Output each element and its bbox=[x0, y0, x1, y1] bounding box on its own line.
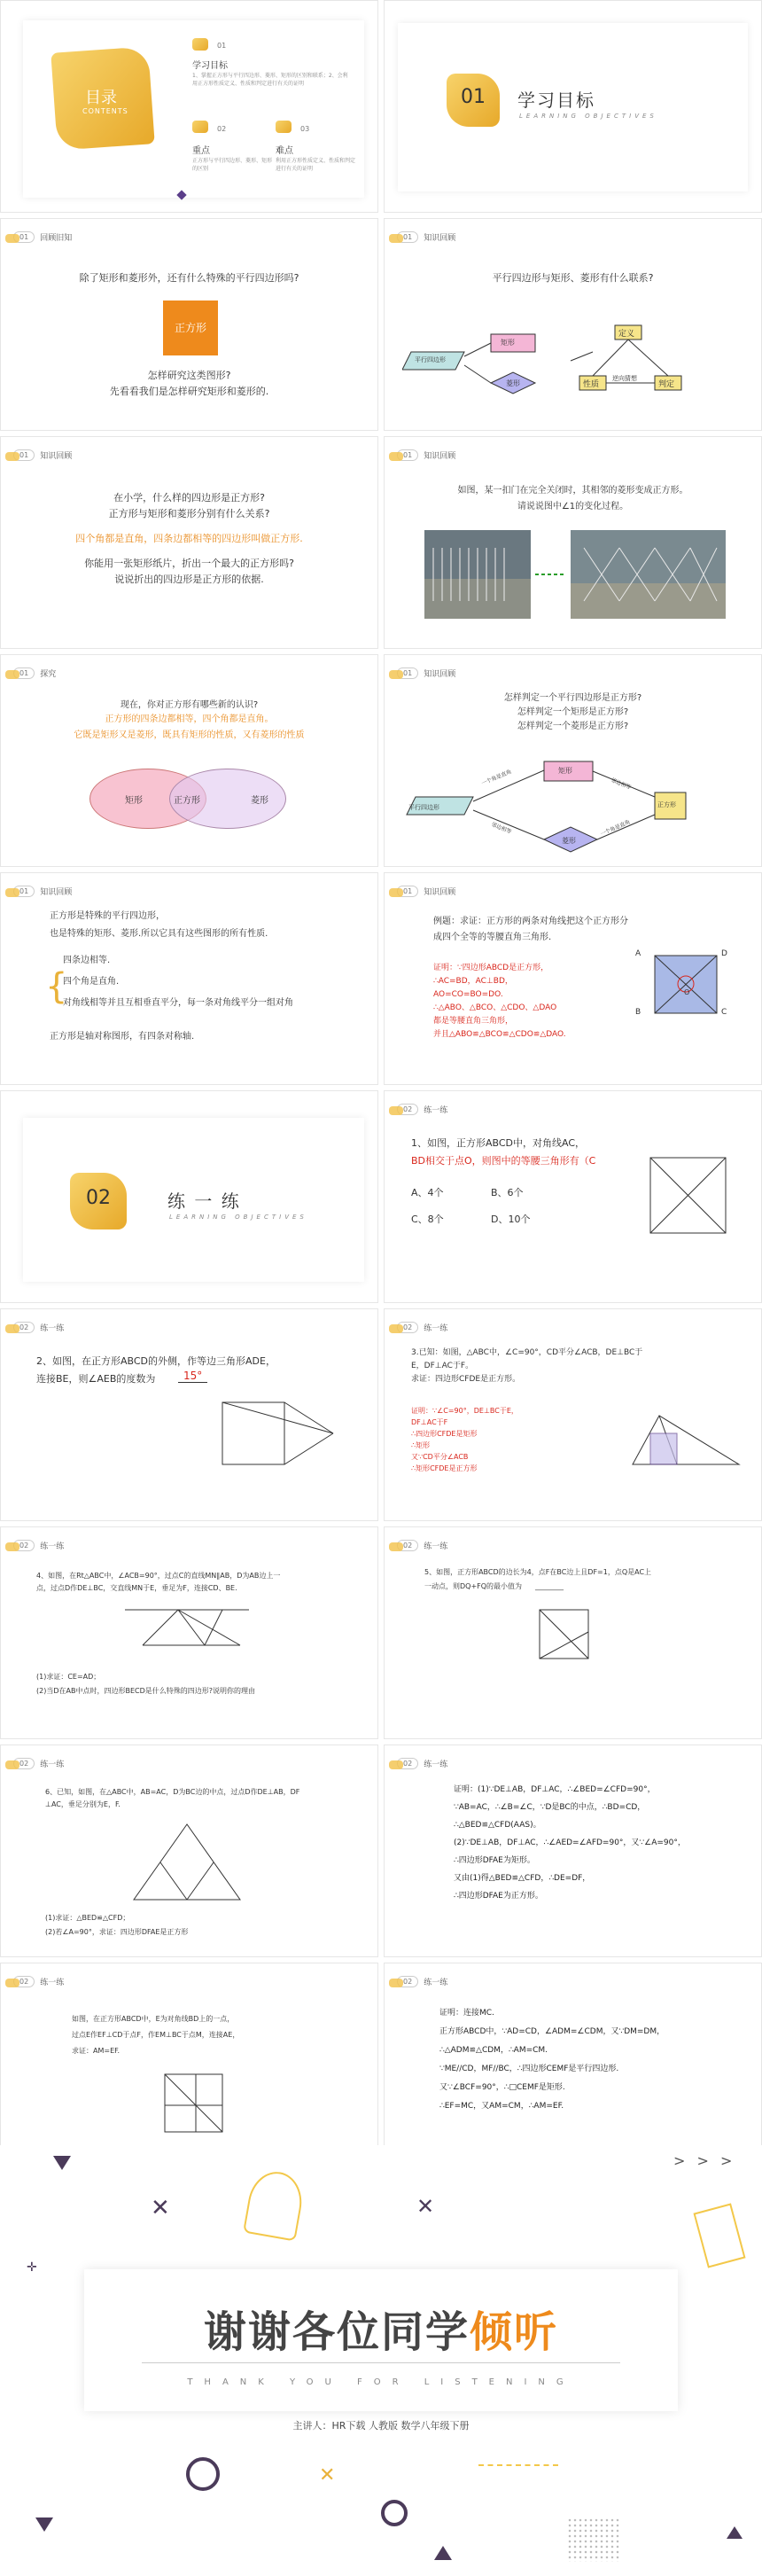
question-line: 一动点，则DQ+FQ的最小值为 bbox=[424, 1582, 523, 1590]
slide-exercise-1 bbox=[384, 1090, 762, 1303]
part-2: (2)若∠A=90°，求证：四边形DFAE是正方形 bbox=[45, 1928, 189, 1936]
text-line: 你能用一张矩形纸片，折出一个最大的正方形吗? bbox=[84, 558, 294, 569]
section-en: LEARNING OBJECTIVES bbox=[169, 1214, 307, 1221]
proof-block: 证明：∵∠C=90°，DE⊥BC于E， DF⊥AC于F ∴四边形CFDE是矩形 ∴矩形 又∵CD平分∠ACB ∴矩形CFDE是正方形 bbox=[411, 1407, 518, 1472]
thanks-title-main: 谢谢各位同学 bbox=[203, 2307, 470, 2357]
inverse-label: 逆向猜想 bbox=[612, 375, 637, 382]
edge-label: 邻边相等 bbox=[610, 777, 633, 792]
slide-tag: 01 知识回顾 bbox=[13, 449, 72, 461]
triangle-icon bbox=[53, 2156, 71, 2170]
square-label: 正方形 bbox=[174, 796, 200, 806]
section-number: 01 bbox=[461, 86, 486, 108]
text-line: 也是特殊的矩形、菱形.所以它具有这些图形的所有性质. bbox=[50, 929, 268, 939]
question-text: 平行四边形与矩形、菱形有什么联系? bbox=[492, 272, 654, 284]
definition-label: 定义 bbox=[618, 330, 635, 339]
text-line: 先看看我们是怎样研究矩形和菱形的. bbox=[109, 386, 269, 397]
vertex-label: A bbox=[635, 949, 641, 958]
slide-tag: 02 练一练 bbox=[397, 1758, 447, 1769]
slide-tag: 02 练一练 bbox=[397, 1540, 447, 1551]
section-title: 练 一 练 bbox=[167, 1190, 241, 1212]
text-line: 怎样判定一个平行四边形是正方形? bbox=[503, 693, 642, 703]
judgement-label: 判定 bbox=[658, 380, 675, 389]
vertex-label: D bbox=[721, 949, 727, 958]
presenter-line: 主讲人：HR下载 人教版 数学八年级下册 bbox=[292, 2420, 470, 2432]
option-a: A、4个 bbox=[411, 1187, 444, 1198]
highlight-line: 正方形的四条边都相等，四个角都是直角。 bbox=[105, 714, 274, 724]
edge-label: 一个角是直角 bbox=[599, 818, 632, 838]
triangle-icon bbox=[727, 2526, 743, 2539]
text-line: 例题：求证：正方形的两条对角线把这个正方形分 bbox=[433, 917, 628, 926]
slide-tag: 01 回顾旧知 bbox=[13, 231, 72, 243]
highlight-line: 它既是矩形又是菱形，既具有矩形的性质，又有菱形的性质 bbox=[74, 730, 305, 740]
text-line: 正方形是特殊的平行四边形， bbox=[50, 911, 165, 921]
x-icon: ✕ bbox=[151, 2195, 170, 2221]
proof-block: 证明：∵四边形ABCD是正方形， ∴AC=BD，AC⊥BD， AO=CO=BO=DO. ∴△ABO、△BCO、△CDO、△DAO 都是等腰直角三角形， 并且△ABO≌△BCO≌△CDO≌△DAO. bbox=[433, 964, 566, 1039]
slide-tag: 01 探究 bbox=[13, 667, 56, 679]
contents-title: 目录 bbox=[85, 89, 117, 107]
text-line: 怎样研究这类图形? bbox=[147, 370, 231, 381]
item-marker bbox=[192, 38, 208, 51]
thanks-title-highlight: 倾听 bbox=[470, 2307, 559, 2357]
slide-thanks bbox=[0, 2145, 762, 2576]
option-d: D、10个 bbox=[491, 1214, 531, 1225]
slide-tag: 02 练一练 bbox=[13, 1322, 64, 1333]
item-title: 重点 bbox=[192, 146, 210, 156]
text-line: 在小学，什么样的四边形是正方形? bbox=[113, 492, 265, 503]
item-num: 03 bbox=[300, 125, 310, 133]
vertex-label: O bbox=[684, 988, 690, 996]
slide-exercise-3 bbox=[384, 1308, 762, 1521]
relationship-diagram bbox=[402, 308, 748, 405]
parallelogram-label: 平行四边形 bbox=[408, 804, 439, 811]
text-line: 正方形与矩形和菱形分别有什么关系? bbox=[108, 508, 270, 519]
part-2: (2)当D在AB中点时，四边形BECD是什么特殊的四边形?说明你的理由 bbox=[36, 1687, 255, 1695]
item-title: 难点 bbox=[276, 146, 293, 156]
wave-line bbox=[478, 2464, 558, 2502]
part-1: (1)求证：CE=AD； bbox=[36, 1673, 101, 1681]
rectangle-label: 矩形 bbox=[125, 796, 143, 806]
text-line: 正方形是轴对称图形，有四条对称轴. bbox=[50, 1032, 195, 1042]
square-figure bbox=[535, 1605, 597, 1667]
slide-exercise-2 bbox=[0, 1308, 378, 1521]
edge-label: 邻边相等 bbox=[490, 821, 513, 836]
slide-exercise-7-answer bbox=[384, 1963, 762, 2175]
square-triangle-figure bbox=[214, 1393, 355, 1500]
slide-exercise-6-answer bbox=[384, 1745, 762, 1957]
slide-tag: 02 练一练 bbox=[13, 1976, 64, 1987]
item-desc: 正方形与平行四边形、菱形、矩形的区别 bbox=[192, 158, 273, 172]
slide-exercise-7 bbox=[0, 1963, 378, 2175]
question-block: 如图，在正方形ABCD中，E为对角线BD上的一点， 过点E作EF⊥CD于点F，作EM⊥BC于点M，连接AE， 求证：AM=EF. bbox=[72, 2015, 240, 2055]
text-line: 说说折出的四边形是正方形的依据. bbox=[114, 574, 264, 585]
triangle-icon bbox=[35, 2517, 53, 2532]
thanks-title bbox=[0, 2298, 762, 2359]
slide-exercise-5 bbox=[384, 1526, 762, 1739]
triangle-figure bbox=[624, 1407, 748, 1478]
question-line: 1、如图，正方形ABCD中，对角线AC， bbox=[411, 1137, 586, 1149]
text-line: 如图，某一扣门在完全关闭时，其相邻的菱形变成正方形。 bbox=[457, 486, 688, 496]
section-number: 02 bbox=[86, 1187, 111, 1209]
contents-en: CONTENTS bbox=[82, 107, 128, 115]
property-label: 性质 bbox=[583, 380, 600, 389]
question-line: 5、如图，正方形ABCD的边长为4，点F在BC边上且DF=1，点Q是AC上 bbox=[424, 1568, 652, 1576]
text-line: 现在，你对正方形有哪些新的认识? bbox=[120, 700, 259, 710]
plus-icon: ✛ bbox=[27, 2260, 37, 2275]
highlight-line: 四个角都是直角，四条边都相等的四边形叫做正方形. bbox=[75, 533, 303, 544]
slide-tag: 02 练一练 bbox=[397, 1104, 447, 1115]
slide-tag: 02 练一练 bbox=[397, 1322, 447, 1333]
bullet-line: 四条边相等. bbox=[63, 956, 111, 965]
slide-tag: 01 知识回顾 bbox=[397, 886, 455, 897]
slide-tag: 02 练一练 bbox=[397, 1976, 447, 1987]
question-text: 除了矩形和菱形外，还有什么特殊的平行四边形吗? bbox=[79, 272, 299, 284]
slide-tag: 01 知识回顾 bbox=[13, 886, 72, 897]
item-desc: 1、掌握正方形与平行四边形、菱形、矩形的区别和联系；2、会利用正方形性质定义、性质和判定进行有关的证明 bbox=[192, 73, 348, 87]
rhombus-label: 菱形 bbox=[562, 837, 576, 845]
section-en: LEARNING OBJECTIVES bbox=[519, 113, 657, 120]
triangle-icon bbox=[434, 2546, 452, 2560]
question-block: 3.已知：如图，△ABC中，∠C=90°，CD平分∠ACB，DE⊥BC于 E，DF⊥AC于F。 求证：四边形CFDE是正方形。 bbox=[411, 1348, 643, 1384]
brace-icon: { bbox=[45, 966, 68, 1007]
slide-tag: 01 知识回顾 bbox=[397, 667, 455, 679]
option-c: C、8个 bbox=[411, 1214, 444, 1225]
dot-pattern bbox=[567, 2517, 620, 2562]
slide-review-5 bbox=[384, 654, 762, 867]
cone-outline-icon bbox=[693, 2203, 745, 2268]
slide-section-01 bbox=[384, 0, 762, 213]
slide-tag: 01 知识回顾 bbox=[397, 231, 455, 243]
slide-review-6 bbox=[0, 872, 378, 1085]
slide-review-3 bbox=[0, 436, 378, 649]
slide-explore bbox=[0, 654, 378, 867]
rhombus-label: 菱形 bbox=[251, 796, 268, 806]
square-label: 正方形 bbox=[657, 801, 676, 808]
rectangle-label: 矩形 bbox=[501, 339, 515, 347]
answer-blank: ________ bbox=[535, 1582, 564, 1590]
item-marker bbox=[192, 121, 208, 133]
slide-exercise-4 bbox=[0, 1526, 378, 1739]
x-icon: ✕ bbox=[319, 2464, 336, 2486]
item-title: 学习目标 bbox=[192, 61, 228, 71]
slide-review-7 bbox=[384, 872, 762, 1085]
question-block: 4、如图，在Rt△ABC中，∠ACB=90°，过点C的直线MN∥AB，D为AB边上一 点，过点D作DE⊥BC，交直线MN于E，垂足为F，连接CD、BE. bbox=[36, 1572, 281, 1592]
text-line: 怎样判定一个菱形是正方形? bbox=[517, 722, 629, 731]
cone-outline-icon bbox=[243, 2167, 307, 2241]
thanks-en: THANK YOU FOR LISTENING bbox=[187, 2377, 575, 2387]
triangle-figure bbox=[129, 1820, 245, 1909]
item-desc: 利用正方形性质定义、性质和判定进行有关的证明 bbox=[276, 158, 356, 172]
slide-tag: 02 练一练 bbox=[13, 1540, 64, 1551]
answer-text: 15° bbox=[178, 1370, 207, 1383]
chevrons-icon: > > > bbox=[673, 2152, 736, 2169]
item-num: 01 bbox=[217, 42, 227, 50]
gate-photos bbox=[424, 530, 726, 619]
question-line: 2、如图，在正方形ABCD的外侧，作等边三角形ADE， bbox=[36, 1355, 276, 1367]
section-title: 学习目标 bbox=[517, 90, 595, 111]
question-line: BD相交于点O，则图中的等腰三角形有（C bbox=[411, 1155, 596, 1167]
item-num: 02 bbox=[217, 125, 227, 133]
slide-review-4 bbox=[384, 436, 762, 649]
ring-icon bbox=[381, 2500, 408, 2526]
slide-tag: 02 练一练 bbox=[13, 1758, 64, 1769]
question-line: 连接BE，则∠AEB的度数为 bbox=[36, 1373, 156, 1385]
parallelogram-label: 平行四边形 bbox=[415, 356, 446, 363]
square-box: 正方形 bbox=[163, 301, 218, 355]
square-figure bbox=[160, 2070, 231, 2141]
divider bbox=[142, 2362, 620, 2363]
geometry-figure bbox=[125, 1605, 258, 1659]
proof-block: 证明：连接MC. 正方形ABCD中，∵AD=CD，∠ADM=∠CDM，又∵DM=DM， ∴△ADM≌△CDM，∴AM=CM. ∵ME//CD，MF//BC，∴四边形CEMF是平行四边形. 又∵∠BCF=90°，∴□CEMF是矩形. ∴EF=MC，又AM=CM，∴AM=EF. bbox=[439, 2009, 665, 2111]
text-line: 成四个全等的等腰直角三角形. bbox=[433, 933, 552, 942]
proof-block: 证明：(1)∵DE⊥AB，DF⊥AC，∴∠BED=∠CFD=90°， ∵AB=AC，∴∠B=∠C，∵D是BC的中点，∴BD=CD， ∴△BED≌△CFD(AAS)。 (2)∵DE⊥AB，DF⊥AC，∴∠AED=∠AFD=90°，又∵∠A=90°， ∴四边形DFAE为矩形。 又由(1)得△BED≌△CFD，∴DE=DF， ∴四边形DFAE为正方形。 bbox=[454, 1785, 686, 1901]
slide-exercise-6 bbox=[0, 1745, 378, 1957]
slide-tag: 01 知识回顾 bbox=[397, 449, 455, 461]
edge-label: 一个角是直角 bbox=[480, 769, 513, 787]
slide-contents bbox=[0, 0, 378, 213]
option-b: B、6个 bbox=[491, 1187, 524, 1198]
square-diagonals-figure bbox=[641, 1153, 730, 1242]
item-marker bbox=[276, 121, 292, 133]
text-line: 请说说图中∠1的变化过程。 bbox=[517, 502, 629, 511]
slide-section-02 bbox=[0, 1090, 378, 1303]
slide-review-2 bbox=[384, 218, 762, 431]
vertex-label: B bbox=[635, 1008, 641, 1017]
x-icon: ✕ bbox=[416, 2194, 435, 2219]
slide-review-1 bbox=[0, 218, 378, 431]
vertex-label: C bbox=[721, 1008, 727, 1017]
text-line: 怎样判定一个矩形是正方形? bbox=[517, 707, 629, 717]
bullet-line: 对角线相等并且互相垂直平分，每一条对角线平分一组对角 bbox=[63, 998, 293, 1008]
bullet-line: 四个角是直角. bbox=[63, 977, 120, 987]
part-1: (1)求证：△BED≌△CFD； bbox=[45, 1914, 130, 1922]
question-block: 6、已知，如图，在△ABC中，AB=AC，D为BC边的中点，过点D作DE⊥AB，DF ⊥AC，垂足分别为E，F. bbox=[45, 1788, 300, 1808]
square-figure bbox=[646, 951, 726, 1022]
rectangle-label: 矩形 bbox=[558, 767, 572, 775]
ring-icon bbox=[186, 2457, 220, 2491]
rhombus-label: 菱形 bbox=[506, 379, 520, 387]
